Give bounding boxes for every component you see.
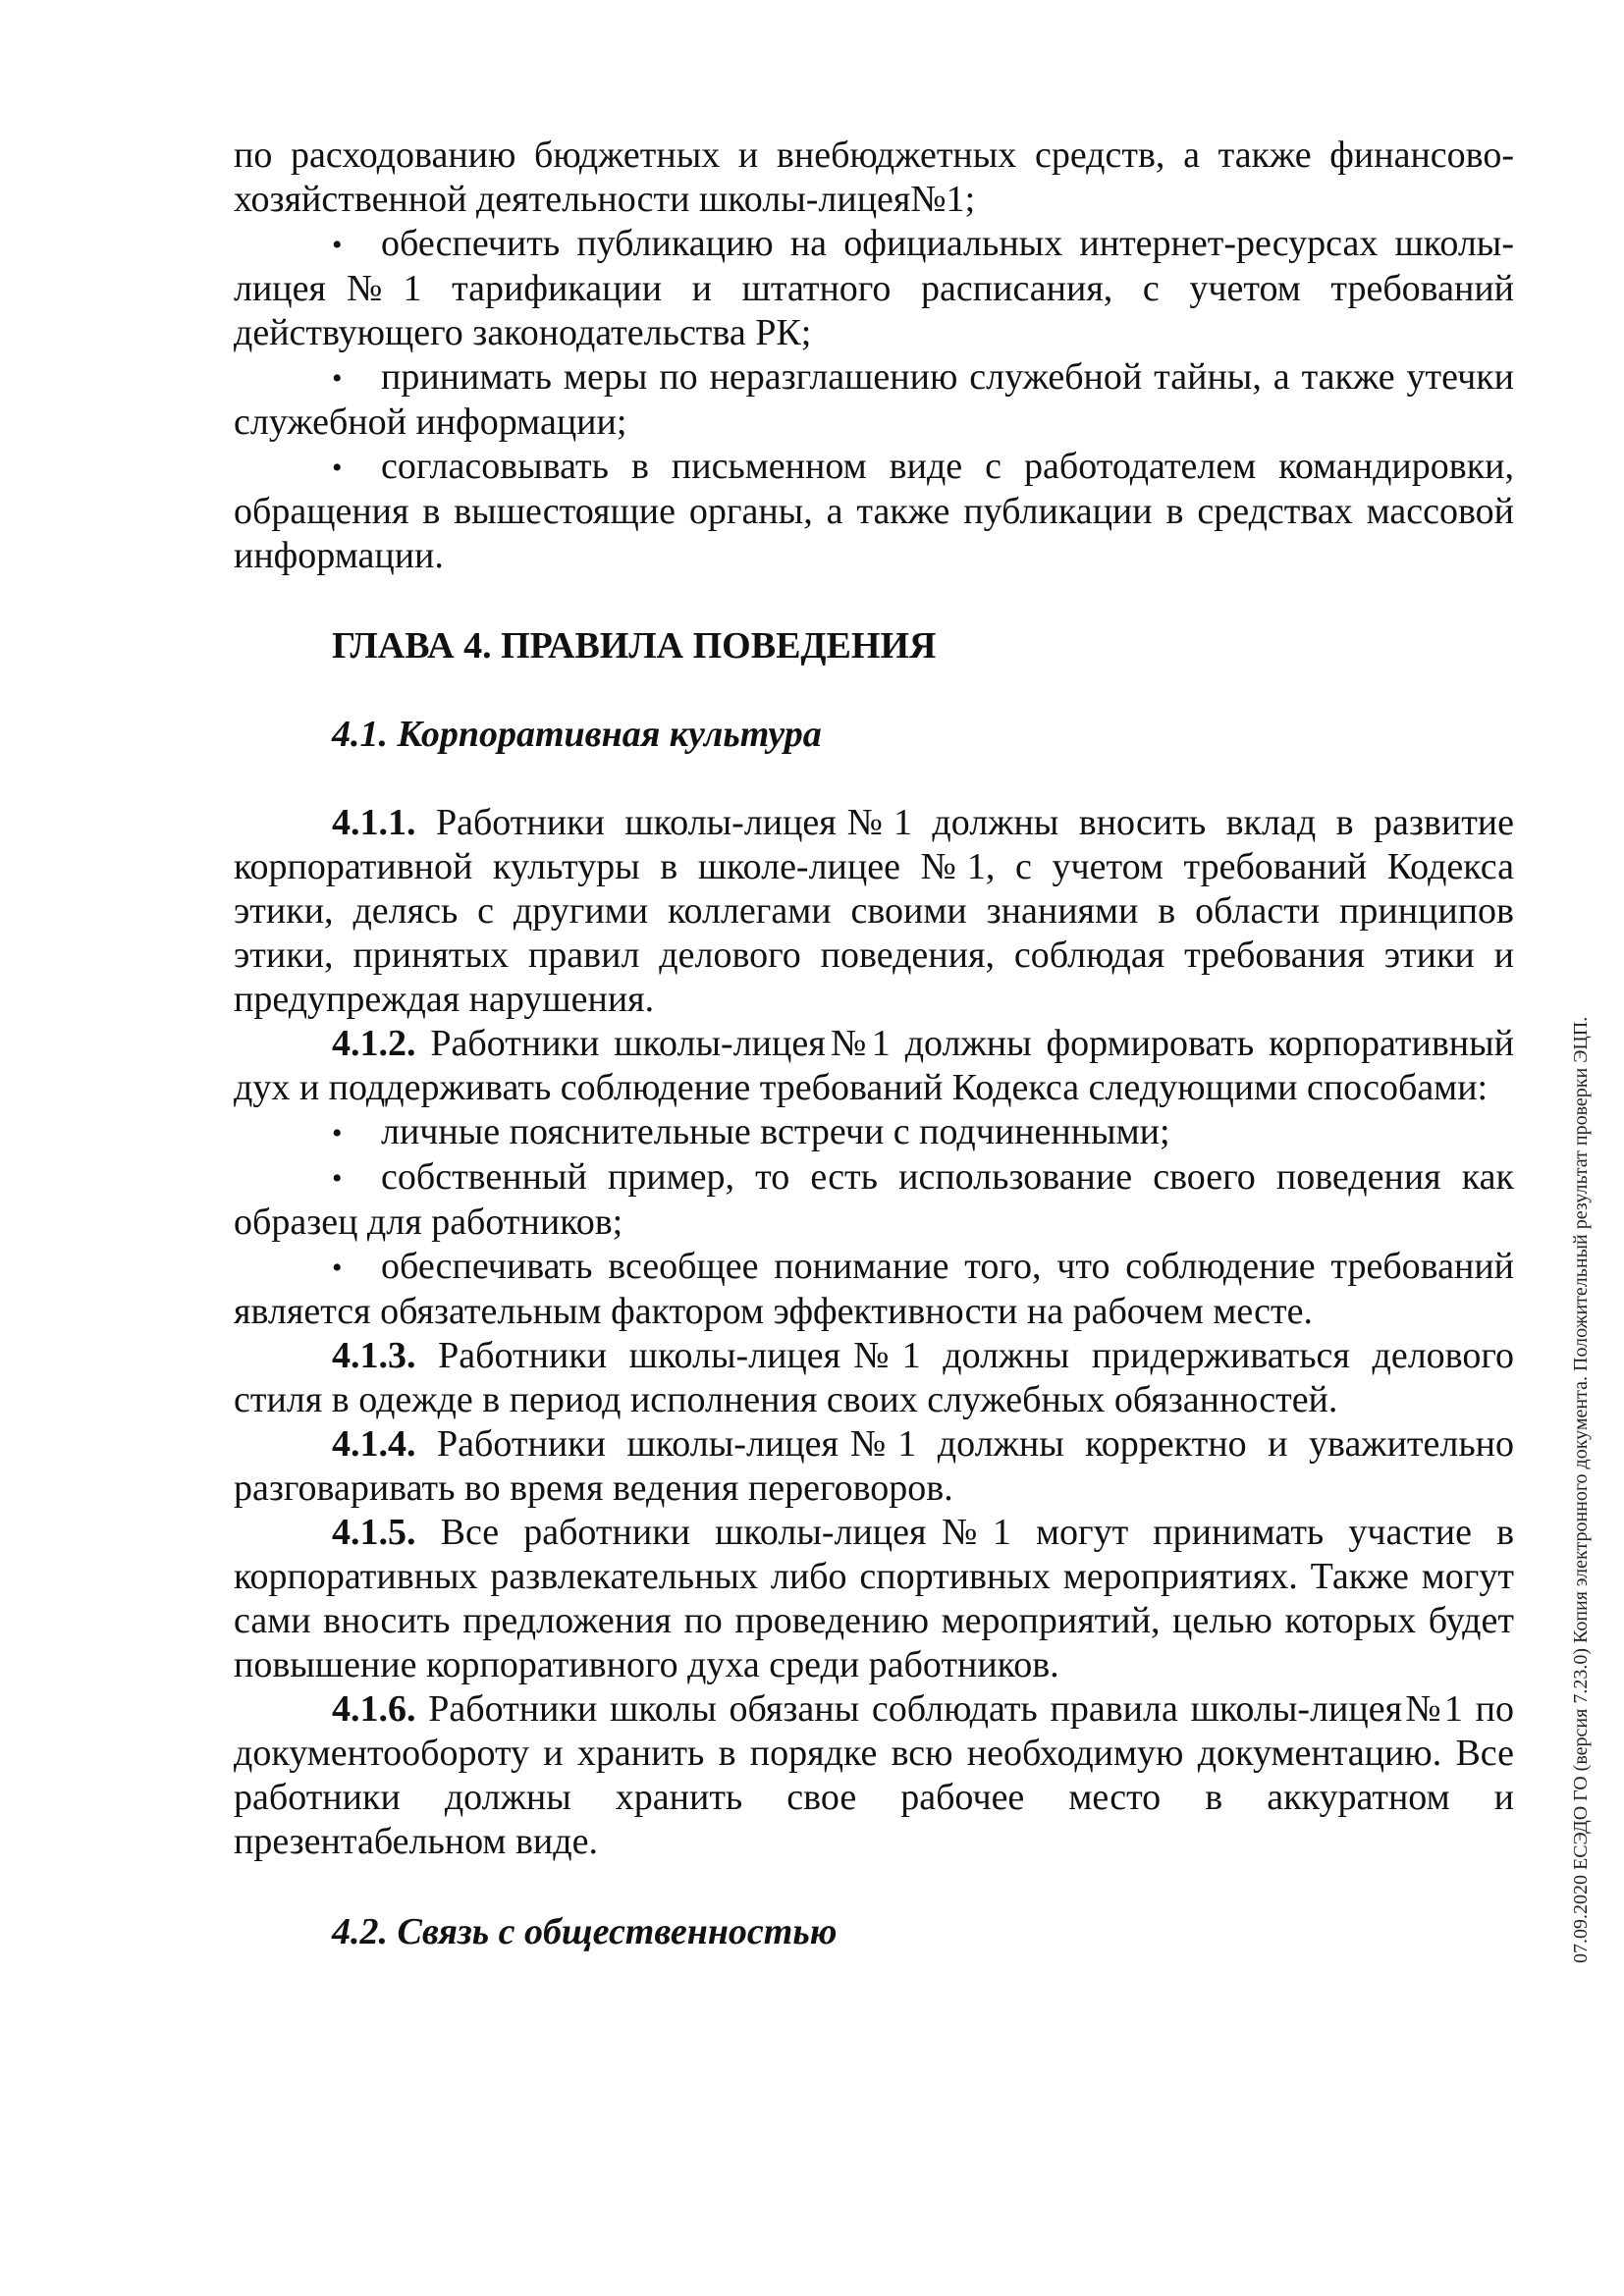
bullet-icon: •	[332, 1117, 343, 1149]
clause-number: 4.1.1.	[332, 802, 416, 843]
bullet-item: • принимать меры по неразглашению служебной тайны, а также утечки служебной информации;	[234, 356, 1514, 443]
clause-4-1-4	[234, 1422, 1514, 1511]
clause-number: 4.1.6.	[332, 1688, 416, 1730]
bullet-item: • личные пояснительные встречи с подчиненными;	[234, 1110, 1514, 1155]
clause-text: Работники школы-лицея№1 должны корректно и уважительно разговаривать во время ведения переговоров.	[234, 1423, 1515, 1509]
bullet-item: • собственный пример, то есть использование своего поведения как образец для работников;	[234, 1156, 1514, 1243]
clause-text: Работники школы-лицея№1 должны формировать корпоративный дух и поддерживать соблюдение требований Кодекса следующими способами:	[234, 1023, 1514, 1108]
chapter-title: ГЛАВА 4. ПРАВИЛА ПОВЕДЕНИЯ	[332, 625, 937, 667]
clause-4-1-5	[234, 1511, 1514, 1687]
bullet-icon: •	[332, 1162, 343, 1195]
clause-4-1-1	[234, 801, 1514, 1022]
clause-text: Работники школы обязаны соблюдать правила школы-лицея№1 по документообороту и хранить в порядке всю необходимую документацию. Все работники должны хранить свое рабочее место в аккуратном и презентабельном виде.	[234, 1688, 1514, 1862]
clause-number: 4.1.2.	[332, 1023, 416, 1064]
clause-text: Все работники школы-лицея№1 могут принимать участие в корпоративных развлекательных либо спортивных мероприятиях. Также могут сами вносить предложения по проведению мероприятий, целью которых будет повышение корпоративного духа среди работников.	[234, 1512, 1515, 1685]
bullet-icon: •	[332, 452, 343, 484]
continuation-paragraph: по расходованию бюджетных и внебюджетных средств, а также финансово-хозяйственной деятельности школы-лицея№1;	[234, 134, 1514, 220]
clause-4-1-2	[234, 1022, 1514, 1110]
clause-text: Работники школы-лицея№1 должны вносить вклад в развитие корпоративной культуры в школе-лицее №1, с учетом требований Кодекса этики, делясь с другими коллегами своими знаниями в области принципов этики, принятых правил делового поведения, соблюдая требования этики и предупреждая нарушения.	[234, 802, 1515, 1020]
clause-4-1-6	[234, 1687, 1514, 1864]
bullet-item: • обеспечить публикацию на официальных интернет-ресурсах школы-лицея№1 тарификации и штатного расписания, с учетом требований действующего законодательства РК;	[234, 223, 1514, 353]
bullet-item: • согласовывать в письменном виде с работодателем командировки, обращения в вышестоящие органы, а также публикации в средствах массовой информации.	[234, 446, 1514, 576]
bullet-icon: •	[332, 362, 343, 395]
bullet-icon: •	[332, 1252, 343, 1284]
clause-number: 4.1.4.	[332, 1423, 416, 1465]
document-body	[234, 133, 1514, 1954]
clause-text: Работники школы-лицея№1 должны придерживаться делового стиля в одежде в период исполнения своих служебных обязанностей.	[234, 1335, 1515, 1420]
section-title: 4.1. Корпоративная культура	[332, 714, 822, 755]
clause-number: 4.1.3.	[332, 1335, 416, 1376]
section-title: 4.2. Связь с общественностью	[332, 1911, 838, 1952]
electronic-signature-stamp: 07.09.2020 ЕСЭДО ГО (версия 7.23.0) Копия электронного документа. Положительный результат проверки ЭЦП.	[1570, 1016, 1592, 1963]
clause-4-1-3	[234, 1334, 1514, 1422]
bullet-icon: •	[332, 229, 343, 261]
clause-number: 4.1.5.	[332, 1512, 416, 1553]
bullet-item: • обеспечивать всеобщее понимание того, что соблюдение требований является обязательным фактором эффективности на рабочем месте.	[234, 1246, 1514, 1332]
